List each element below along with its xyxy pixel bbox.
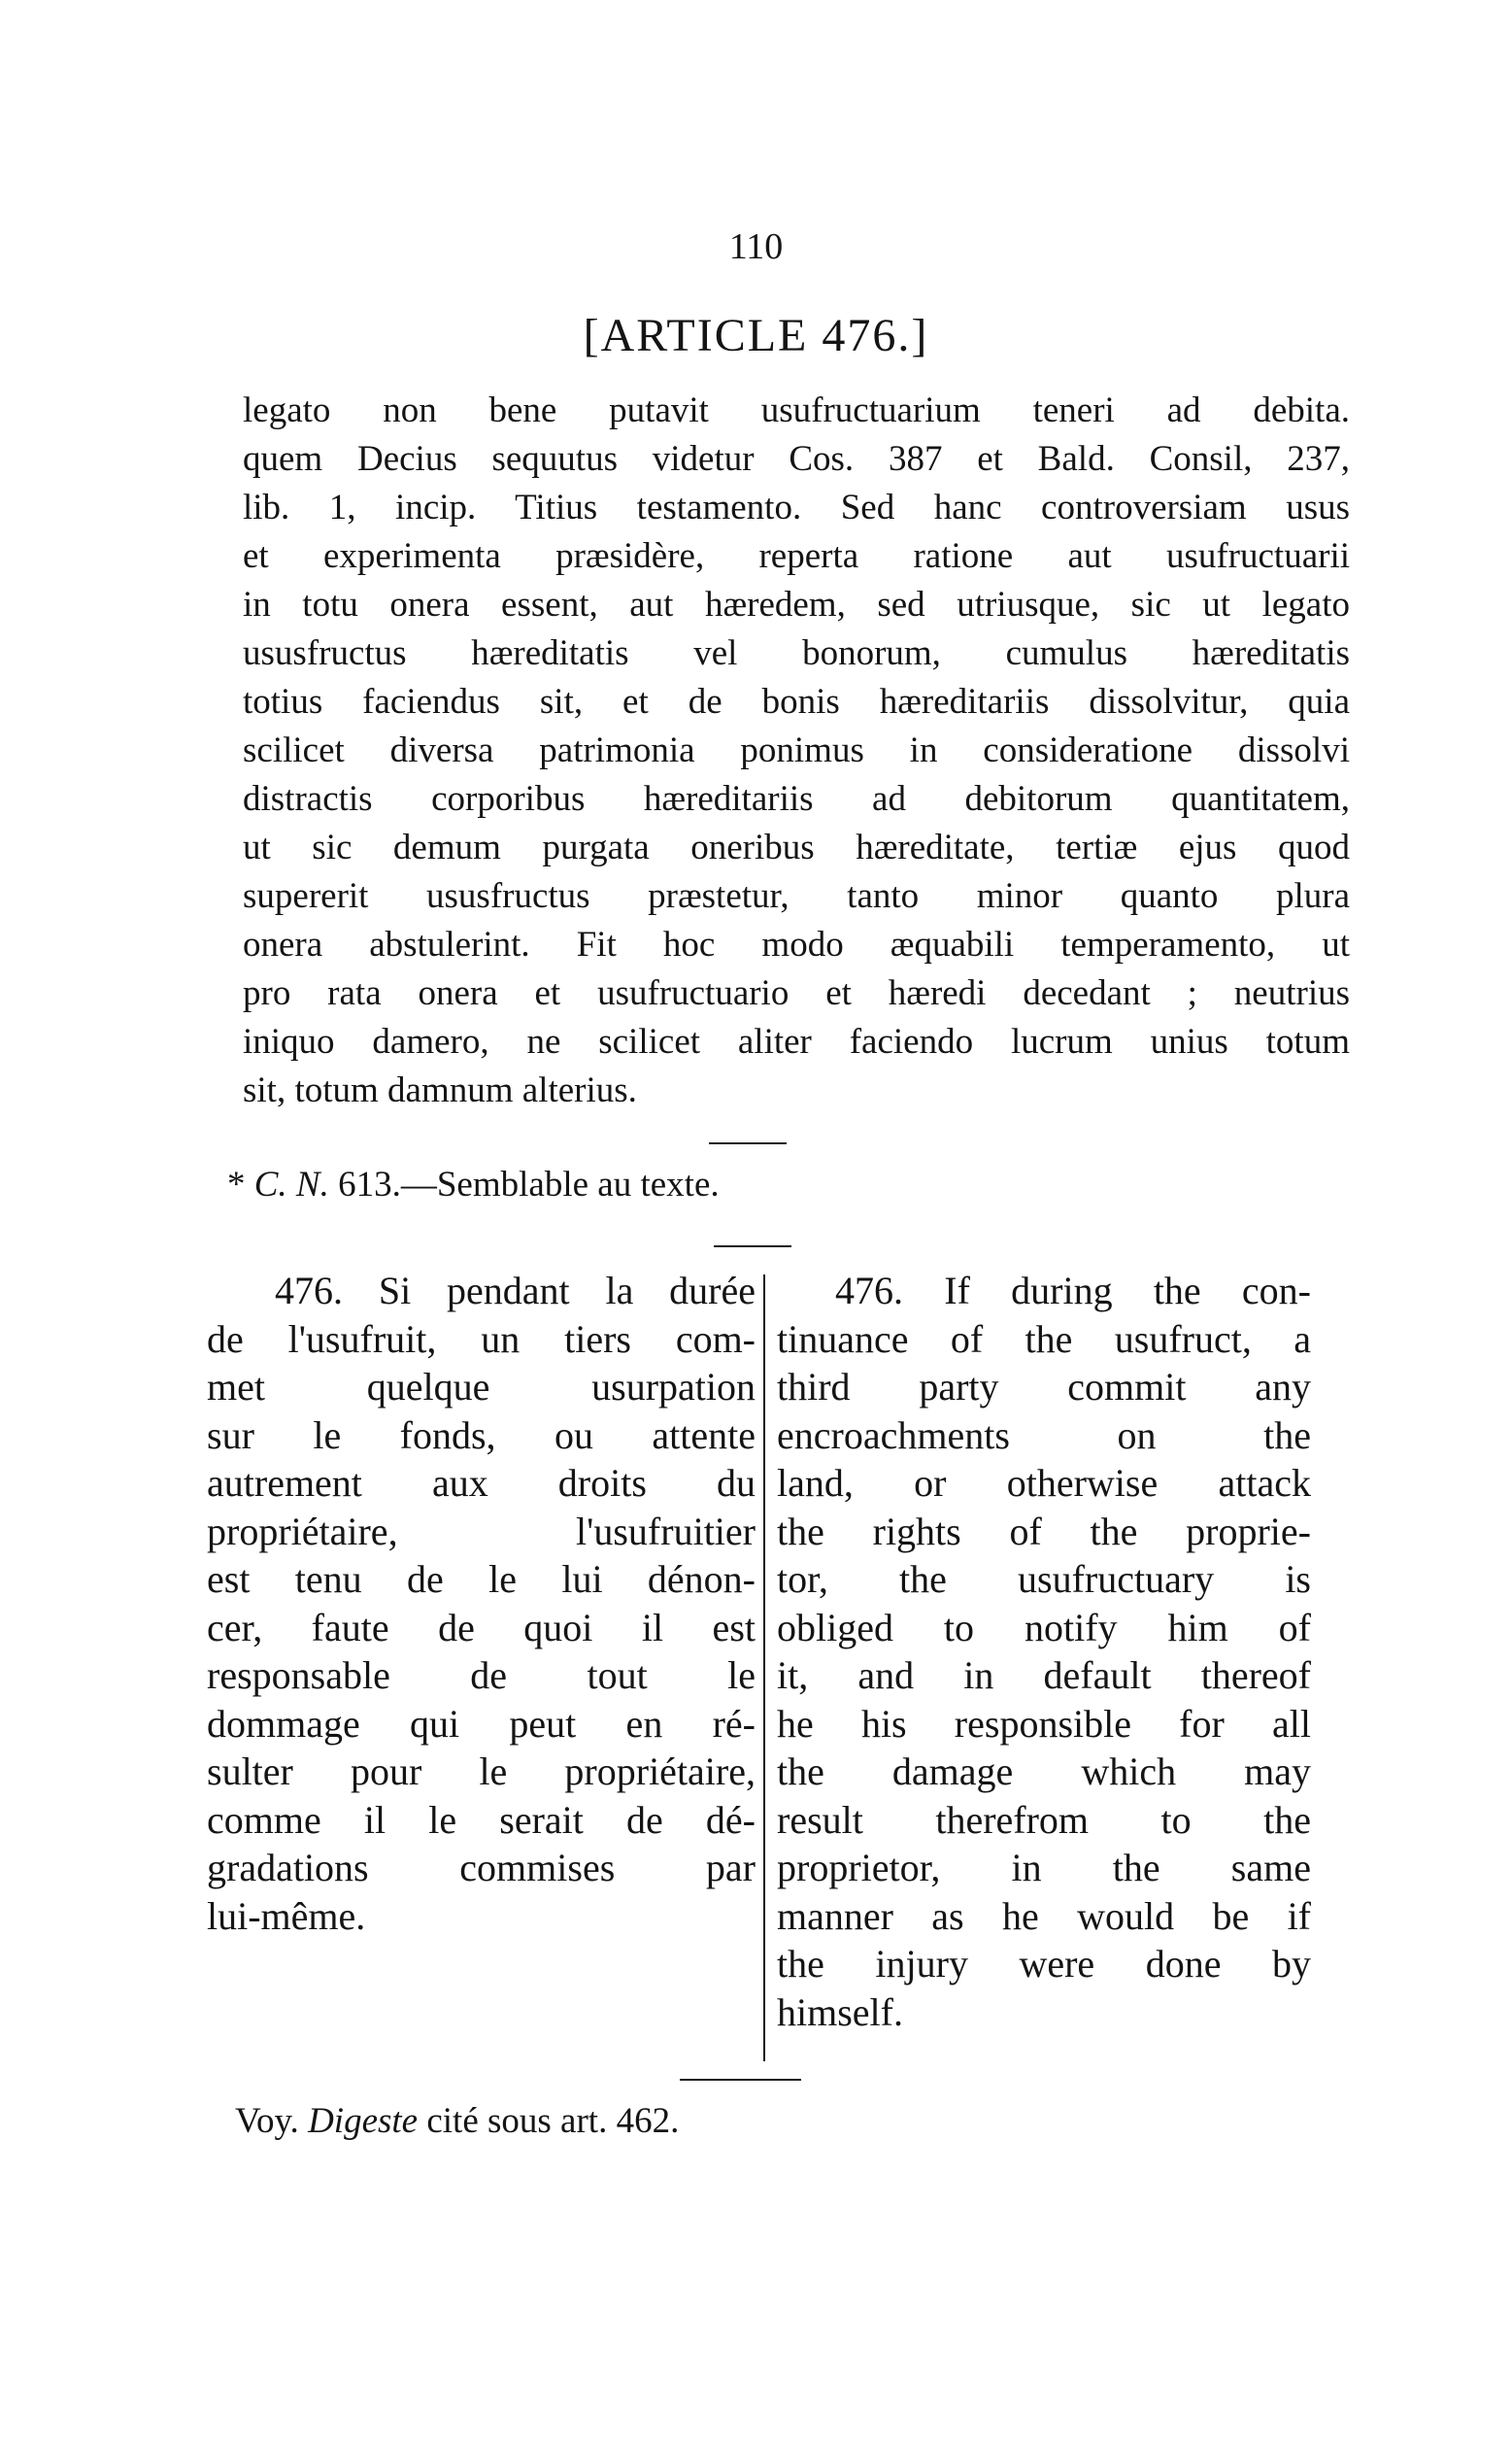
english-line: the damage which may [777, 1749, 1311, 1793]
section-rule [680, 2079, 801, 2081]
english-line: manner as he would be if [777, 1893, 1311, 1938]
column-divider [763, 1274, 765, 2061]
latin-line: iniquo damero, ne scilicet aliter faciendo lucrum unius totum [243, 1022, 1350, 1062]
latin-line: et experimenta præsidère, reperta ratione aut usufructuarii [243, 536, 1350, 576]
latin-line: onera abstulerint. Fit hoc modo æquabili temperamento, ut [243, 925, 1350, 965]
french-line: met quelque usurpation [207, 1365, 756, 1409]
latin-line: sit, totum damnum alterius. [243, 1070, 637, 1110]
latin-line: lib. 1, incip. Titius testamento. Sed hanc controversiam usus [243, 488, 1350, 527]
reference-source: Digeste [308, 2101, 419, 2141]
concordance-prefix: * [227, 1165, 254, 1205]
english-line: tinuance of the usufruct, a [777, 1316, 1311, 1361]
section-rule [714, 1245, 791, 1247]
french-line: dommage qui peut en ré- [207, 1701, 756, 1746]
english-line: encroachments on the [777, 1412, 1311, 1457]
french-line: comme il le serait de dé- [207, 1797, 756, 1842]
concordance-code-ref: C. N. [253, 1165, 329, 1205]
english-line: tor, the usufructuary is [777, 1557, 1311, 1601]
french-line: autrement aux droits du [207, 1461, 756, 1505]
latin-line: scilicet diversa patrimonia ponimus in consideratione dissolvi [243, 730, 1350, 770]
latin-line: distractis corporibus hæreditariis ad debitorum quantitatem, [243, 779, 1350, 819]
french-line: cer, faute de quoi il est [207, 1605, 756, 1649]
english-line: land, or otherwise attack [777, 1461, 1311, 1505]
latin-line: pro rata onera et usufructuario et hæredi decedant ; neutrius [243, 973, 1350, 1013]
english-line: it, and in default thereof [777, 1653, 1311, 1697]
latin-line: legato non bene putavit usufructuarium teneri ad debita. [243, 391, 1350, 430]
english-line: 476. If during the con- [835, 1269, 1311, 1312]
latin-line: in totu onera essent, aut hæredem, sed utriusque, sic ut legato [243, 585, 1350, 625]
concordance-note [227, 1162, 720, 1208]
latin-line: ususfructus hæreditatis vel bonorum, cumulus hæreditatis [243, 633, 1350, 673]
french-line: 476. Si pendant la durée [275, 1269, 756, 1312]
latin-line: ut sic demum purgata oneribus hæreditate, tertiæ ejus quod [243, 828, 1350, 867]
english-line: himself. [777, 1989, 903, 2034]
reference-note [235, 2098, 679, 2145]
article-heading: [ARTICLE 476.] [583, 310, 929, 361]
english-line: proprietor, in the same [777, 1846, 1311, 1889]
french-line: sulter pour le propriétaire, [207, 1749, 756, 1793]
english-column [777, 1267, 1311, 2036]
concordance-text: 613.—Semblable au texte. [328, 1165, 720, 1205]
english-line: third party commit any [777, 1365, 1311, 1409]
french-line: lui-même. [207, 1893, 366, 1938]
reference-prefix: Voy. [235, 2101, 309, 2141]
english-line: result therefrom to the [777, 1797, 1311, 1842]
french-line: propriétaire, l'usufruitier [207, 1509, 756, 1553]
latin-line: quem Decius sequutus videtur Cos. 387 et Bald. Consil, 237, [243, 439, 1350, 479]
english-line: the rights of the proprie- [777, 1509, 1311, 1553]
french-line: gradations commises par [207, 1846, 756, 1889]
page-number: 110 [728, 226, 784, 267]
section-rule [709, 1142, 787, 1144]
reference-text: cité sous art. 462. [418, 2101, 680, 2141]
latin-line: supererit ususfructus præstetur, tanto minor quanto plura [243, 876, 1350, 916]
english-line: the injury were done by [777, 1942, 1311, 1986]
french-line: sur le fonds, ou attente [207, 1412, 756, 1457]
french-line: est tenu de le lui dénon- [207, 1557, 756, 1601]
latin-passage [243, 387, 1350, 1115]
french-column [207, 1267, 756, 1940]
english-line: he his responsible for all [777, 1701, 1311, 1746]
latin-line: totius faciendus sit, et de bonis hæreditariis dissolvitur, quia [243, 682, 1350, 722]
english-line: obliged to notify him of [777, 1605, 1311, 1649]
french-line: responsable de tout le [207, 1653, 756, 1697]
french-line: de l'usufruit, un tiers com- [207, 1316, 756, 1361]
